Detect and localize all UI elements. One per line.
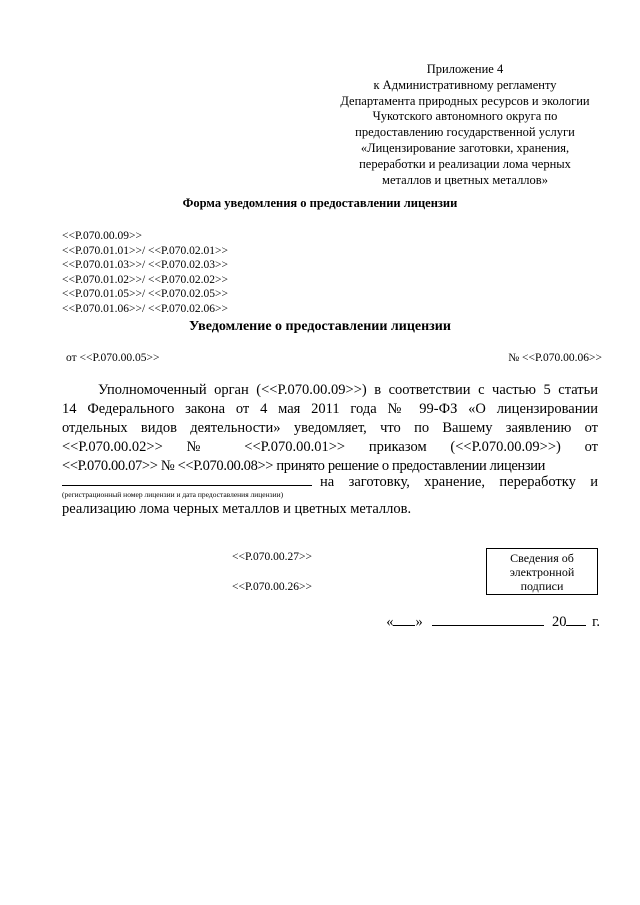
appendix-line: Департамента природных ресурсов и экологии (340, 93, 590, 108)
from-date-field: от <<P.070.00.05>> (66, 352, 160, 364)
year-prefix: 20 (551, 614, 567, 630)
appendix-block (325, 62, 605, 188)
notice-number-field: № <<P.070.00.06>> (508, 352, 602, 364)
signature-field-1: <<P.070.00.27>> (232, 551, 312, 563)
code-line: <<P.070.00.09>> (62, 230, 142, 242)
date-open-quote: « (386, 614, 394, 630)
appendix-line: Приложение 4 (426, 62, 504, 76)
appendix-line: предоставлению государственной услуги (355, 125, 575, 140)
year-blank (566, 613, 586, 626)
code-line: <<P.070.01.06>>/ <<P.070.02.06>> (62, 302, 228, 315)
license-blank-line (62, 472, 312, 491)
year-suffix: г. (592, 614, 600, 630)
body-line: Уполномоченный орган (<<P.070.00.09>>) в соответствии с частью 5 статьи (98, 382, 598, 398)
appendix-line: металлов и цветных металлов» (382, 172, 548, 187)
signature-field-2: <<P.070.00.26>> (232, 581, 312, 593)
body-line: реализацию лома черных металлов и цветных металлов. (62, 501, 412, 517)
body-line: <<P.070.00.07>> № <<P.070.00.08>> принято решение о предоставлении лицензии (62, 458, 546, 474)
signature-box-line: Сведения об (510, 551, 574, 565)
code-line: <<P.070.01.03>>/ <<P.070.02.03>> (62, 259, 228, 272)
code-line: <<P.070.01.02>>/ <<P.070.02.02>> (62, 273, 228, 286)
signature-box-line: подписи (520, 579, 564, 593)
code-line: <<P.070.01.05>>/ <<P.070.02.05>> (62, 288, 228, 301)
body-line: <<P.070.00.02>> № <<P.070.00.01>> приказом (<<P.070.00.09>>) от (62, 439, 598, 455)
form-title: Форма уведомления о предоставлении лицензии (182, 196, 458, 210)
appendix-line: Чукотского автономного округа по (372, 109, 558, 124)
appendix-line: переработки и реализации лома черных (359, 156, 571, 171)
signature-box (486, 548, 598, 595)
codes-block (62, 229, 228, 317)
body-line: 14 Федерального закона от 4 мая 2011 года № 99-ФЗ «О лицензировании (62, 401, 598, 417)
notice-title: Уведомление о предоставлении лицензии (189, 319, 451, 334)
date-line (386, 613, 600, 631)
day-blank (393, 613, 415, 626)
blank-caption: (регистрационный номер лицензии и дата предоставления лицензии) (62, 490, 284, 499)
body-line: на заготовку, хранение, переработку и (320, 474, 598, 490)
date-close-quote: » (415, 614, 423, 630)
appendix-line: к Административному регламенту (373, 77, 557, 92)
month-blank (432, 613, 544, 626)
signature-box-line: электронной (509, 565, 575, 579)
code-line: <<P.070.01.01>>/ <<P.070.02.01>> (62, 244, 228, 257)
appendix-line: «Лицензирование заготовки, хранения, (360, 140, 570, 155)
body-line: отдельных видов деятельности» уведомляет, что по Вашему заявлению от (62, 420, 598, 436)
